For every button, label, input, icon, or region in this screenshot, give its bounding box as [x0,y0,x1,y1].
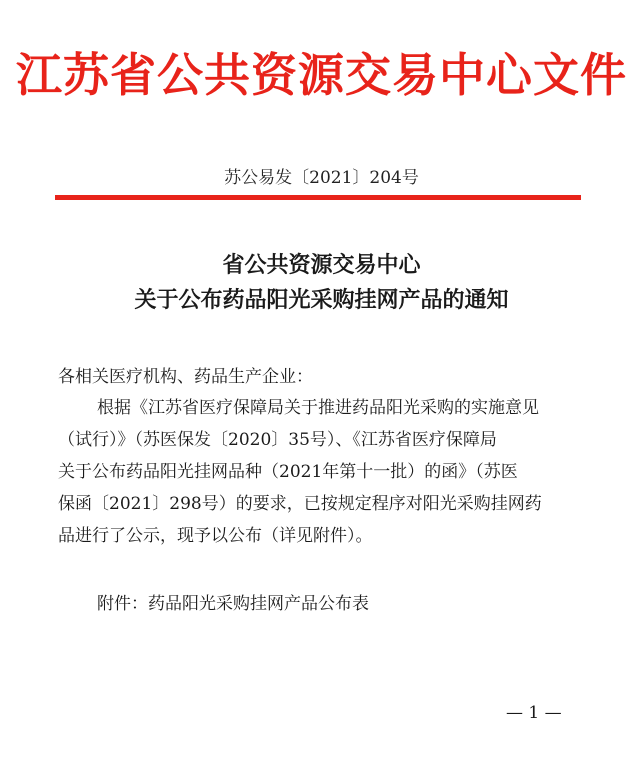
red-divider-rule [55,195,581,200]
paragraph-line: （试行）》（苏医保发〔2020〕35号）、《江苏省医疗保障局 [58,430,497,450]
paragraph-line: 根据《江苏省医疗保障局关于推进药品阳光采购的实施意见 [97,398,539,418]
paragraph-line: 关于公布药品阳光挂网品种（2021年第十一批）的函》（苏医 [58,462,518,482]
attachment-note: 附件：药品阳光采购挂网产品公布表 [97,594,369,614]
paragraph-line: 保函〔2021〕298号）的要求，已按规定程序对阳光采购挂网药 [58,494,542,514]
page-number: — 1 — [506,703,562,723]
salutation: 各相关医疗机构、药品生产企业： [58,367,313,387]
notice-title-line-2: 关于公布药品阳光采购挂网产品的通知 [134,288,509,313]
paragraph-line: 品进行了公示，现予以公布（详见附件）。 [58,526,373,546]
document-number: 苏公易发〔2021〕204号 [224,168,419,188]
issuer-header: 江苏省公共资源交易中心文件 [16,48,627,102]
notice-title-line-1: 省公共资源交易中心 [222,253,421,278]
